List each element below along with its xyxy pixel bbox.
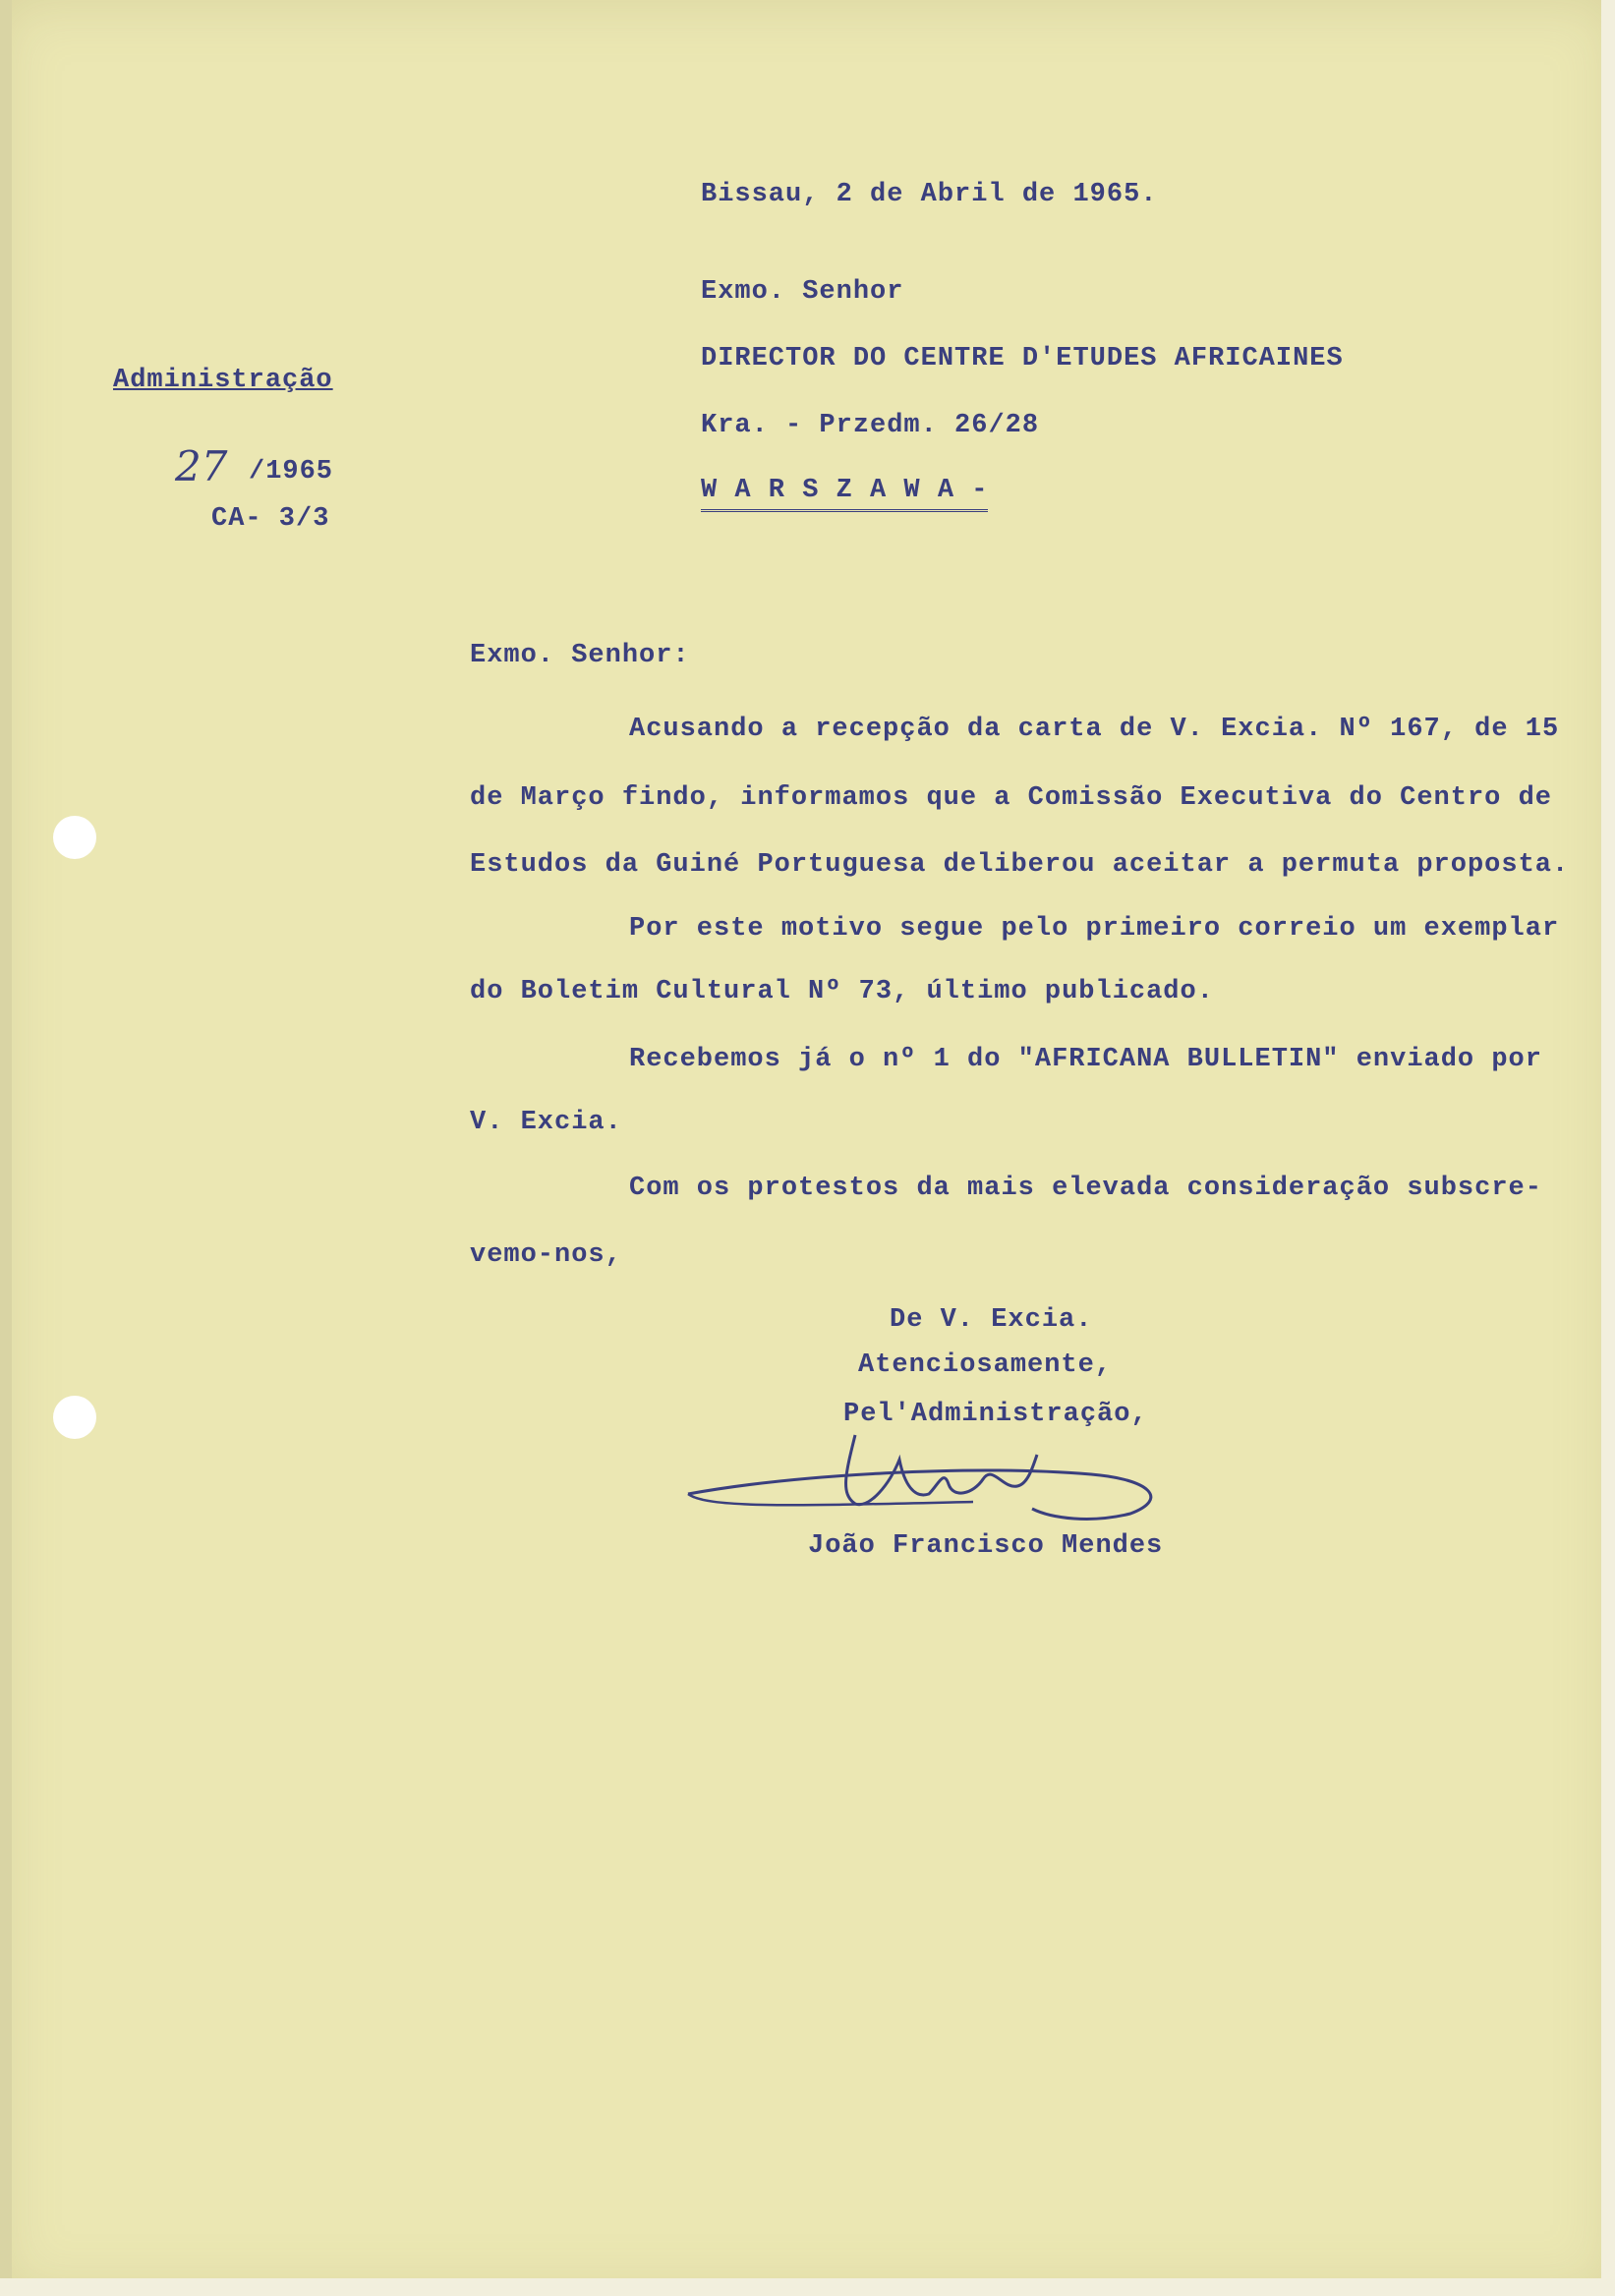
margin-department: Administração (113, 366, 333, 395)
page-right-edge (1601, 0, 1615, 2296)
page-bottom-edge (0, 2278, 1615, 2296)
margin-reference-year: /1965 (249, 457, 334, 487)
recipient-city: W A R S Z A W A - (701, 476, 988, 512)
body-line: Por este motivo segue pelo primeiro correio um exemplar (629, 914, 1560, 944)
closing-line-2: Atenciosamente, (858, 1350, 1113, 1380)
body-line: Recebemos já o nº 1 do "AFRICANA BULLETIN" enviado por (629, 1045, 1542, 1074)
body-line: V. Excia. (470, 1108, 622, 1137)
closing-line-3: Pel'Administração, (843, 1400, 1148, 1429)
body-line: vemo-nos, (470, 1240, 622, 1270)
signatory-name: João Francisco Mendes (808, 1531, 1164, 1561)
punch-hole-top (53, 816, 96, 859)
date-line: Bissau, 2 de Abril de 1965. (701, 180, 1158, 209)
body-line: de Março findo, informamos que a Comissão Executiva do Centro de (470, 783, 1552, 813)
opening-salutation: Exmo. Senhor: (470, 641, 690, 670)
body-line: do Boletim Cultural Nº 73, último publicado. (470, 977, 1214, 1006)
punch-hole-bottom (53, 1396, 96, 1439)
recipient-salutation: Exmo. Senhor (701, 277, 904, 307)
body-line: Estudos da Guiné Portuguesa deliberou aceitar a permuta proposta. (470, 850, 1570, 880)
closing-line-1: De V. Excia. (890, 1305, 1093, 1335)
margin-file-code: CA- 3/3 (211, 504, 330, 534)
handwritten-signature (678, 1415, 1189, 1533)
margin-reference-number: 27 (175, 442, 228, 490)
recipient-address: Kra. - Przedm. 26/28 (701, 411, 1040, 440)
page-left-shadow (0, 0, 12, 2296)
recipient-title: DIRECTOR DO CENTRE D'ETUDES AFRICAINES (701, 344, 1344, 373)
body-line: Acusando a recepção da carta de V. Excia. Nº 167, de 15 (629, 715, 1560, 744)
body-line: Com os protestos da mais elevada consideração subscre- (629, 1174, 1542, 1203)
